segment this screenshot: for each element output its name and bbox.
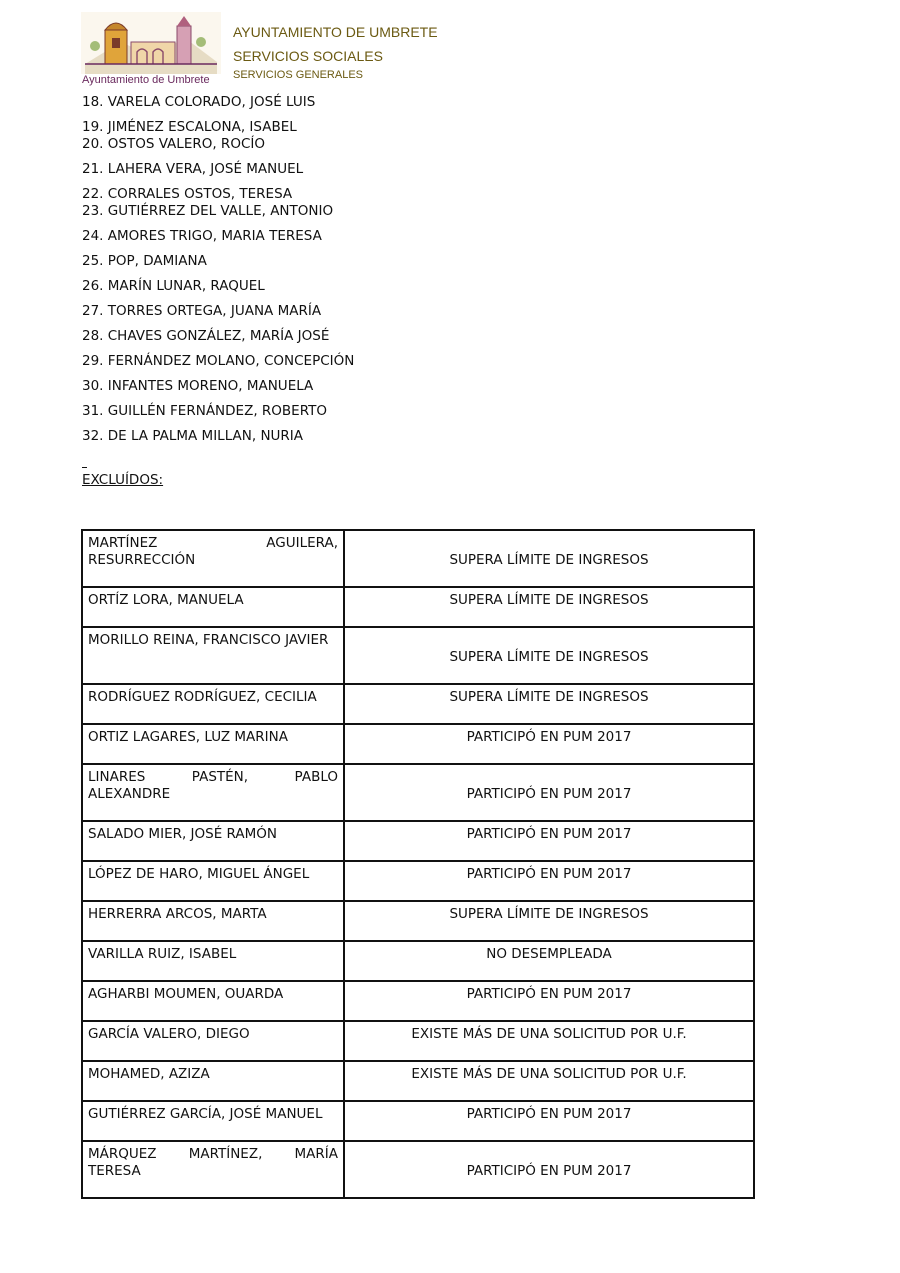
list-item: 20. OSTOS VALERO, ROCÍO (82, 136, 265, 152)
exclusion-reason: PARTICIPÓ EN PUM 2017 (344, 981, 754, 1021)
list-item: 19. JIMÉNEZ ESCALONA, ISABEL (82, 119, 297, 135)
exclusion-reason: PARTICIPÓ EN PUM 2017 (344, 1101, 754, 1141)
list-item: 22. CORRALES OSTOS, TERESA (82, 186, 293, 202)
logo-caption: Ayuntamiento de Umbrete (82, 74, 210, 86)
list-item: 27. TORRES ORTEGA, JUANA MARÍA (82, 303, 322, 319)
exclusion-reason: PARTICIPÓ EN PUM 2017 (344, 764, 754, 821)
excluded-heading: EXCLUÍDOS: (82, 472, 164, 488)
applicant-name: MARTÍNEZ AGUILERA, RESURRECCIÓN (82, 530, 344, 587)
exclusion-reason: NO DESEMPLEADA (344, 941, 754, 981)
applicant-name: HERRERRA ARCOS, MARTA (82, 901, 344, 941)
town-hall-logo-icon (81, 12, 221, 74)
document-header (81, 12, 501, 88)
list-item: 28. CHAVES GONZÁLEZ, MARÍA JOSÉ (82, 328, 330, 344)
applicant-name: LÓPEZ DE HARO, MIGUEL ÁNGEL (82, 861, 344, 901)
table-row (82, 1061, 754, 1101)
list-item: 32. DE LA PALMA MILLAN, NURIA (82, 428, 304, 444)
list-item: 25. POP, DAMIANA (82, 253, 207, 269)
exclusion-reason: EXISTE MÁS DE UNA SOLICITUD POR U.F. (344, 1061, 754, 1101)
applicant-name: GARCÍA VALERO, DIEGO (82, 1021, 344, 1061)
applicant-name: ORTIZ LAGARES, LUZ MARINA (82, 724, 344, 764)
applicant-name: AGHARBI MOUMEN, OUARDA (82, 981, 344, 1021)
list-item: 24. AMORES TRIGO, MARIA TERESA (82, 228, 322, 244)
applicant-name: MÁRQUEZ MARTÍNEZ, MARÍA TERESA (82, 1141, 344, 1198)
table-row (82, 684, 754, 724)
table-row (82, 981, 754, 1021)
list-item: 29. FERNÁNDEZ MOLANO, CONCEPCIÓN (82, 353, 355, 369)
list-item: 30. INFANTES MORENO, MANUELA (82, 378, 314, 394)
list-item: 18. VARELA COLORADO, JOSÉ LUIS (82, 94, 316, 110)
applicant-name: MORILLO REINA, FRANCISCO JAVIER (82, 627, 344, 684)
table-row (82, 530, 754, 587)
organization-name: AYUNTAMIENTO DE UMBRETE (233, 24, 438, 40)
table-row (82, 1101, 754, 1141)
table-row (82, 901, 754, 941)
divider (82, 467, 87, 468)
municipal-logo (81, 12, 221, 88)
exclusion-reason: SUPERA LÍMITE DE INGRESOS (344, 627, 754, 684)
exclusion-reason: SUPERA LÍMITE DE INGRESOS (344, 587, 754, 627)
applicant-name: SALADO MIER, JOSÉ RAMÓN (82, 821, 344, 861)
table-row (82, 941, 754, 981)
list-item: 26. MARÍN LUNAR, RAQUEL (82, 278, 265, 294)
table-row (82, 861, 754, 901)
applicant-name: VARILLA RUIZ, ISABEL (82, 941, 344, 981)
excluded-table (81, 529, 755, 1199)
table-row (82, 587, 754, 627)
exclusion-reason: PARTICIPÓ EN PUM 2017 (344, 1141, 754, 1198)
exclusion-reason: PARTICIPÓ EN PUM 2017 (344, 724, 754, 764)
table-row (82, 821, 754, 861)
applicant-name: MOHAMED, AZIZA (82, 1061, 344, 1101)
exclusion-reason: EXISTE MÁS DE UNA SOLICITUD POR U.F. (344, 1021, 754, 1061)
list-item: 23. GUTIÉRREZ DEL VALLE, ANTONIO (82, 203, 334, 219)
exclusion-reason: SUPERA LÍMITE DE INGRESOS (344, 901, 754, 941)
applicant-name: LINARES PASTÉN, PABLO ALEXANDRE (82, 764, 344, 821)
list-item: 21. LAHERA VERA, JOSÉ MANUEL (82, 161, 304, 177)
table-row (82, 1141, 754, 1198)
table-row (82, 1021, 754, 1061)
subdepartment-name: SERVICIOS GENERALES (233, 69, 364, 81)
exclusion-reason: SUPERA LÍMITE DE INGRESOS (344, 530, 754, 587)
table-row (82, 724, 754, 764)
applicant-name: ORTÍZ LORA, MANUELA (82, 587, 344, 627)
exclusion-reason: PARTICIPÓ EN PUM 2017 (344, 821, 754, 861)
list-item: 31. GUILLÉN FERNÁNDEZ, ROBERTO (82, 403, 327, 419)
applicant-name: GUTIÉRREZ GARCÍA, JOSÉ MANUEL (82, 1101, 344, 1141)
exclusion-reason: SUPERA LÍMITE DE INGRESOS (344, 684, 754, 724)
applicant-name: RODRÍGUEZ RODRÍGUEZ, CECILIA (82, 684, 344, 724)
department-name: SERVICIOS SOCIALES (233, 48, 383, 64)
table-row (82, 764, 754, 821)
exclusion-reason: PARTICIPÓ EN PUM 2017 (344, 861, 754, 901)
table-row (82, 627, 754, 684)
